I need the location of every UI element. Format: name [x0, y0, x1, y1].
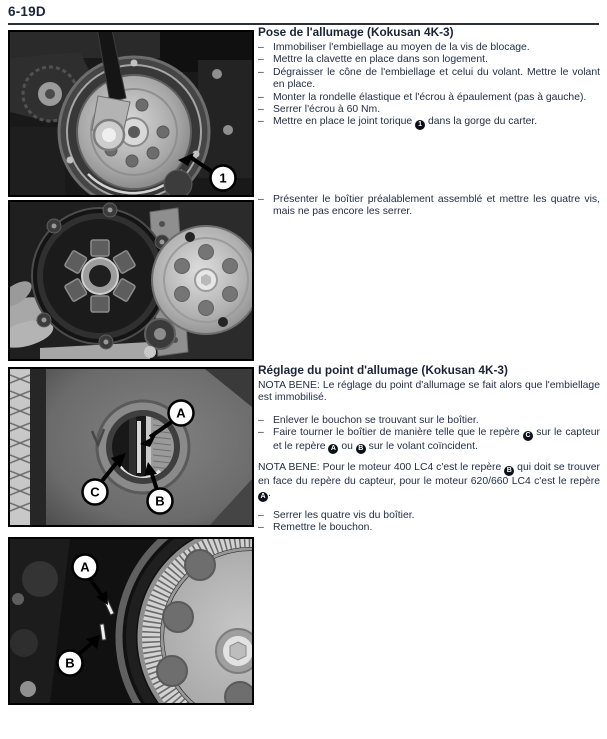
- section-boitier: [258, 194, 600, 219]
- instruction-text: Dégraisser le cône de l'embiellage et celui du volant. Mettre le volant en place.: [273, 66, 600, 91]
- instruction-text: Enlever le bouchon se trouvant sur le boîtier.: [273, 414, 479, 426]
- flywheel-marks-illustration: [10, 539, 252, 703]
- callout-label-c: C: [90, 484, 100, 500]
- instruction-item: – Immobiliser l'embiellage au moyen de la vis de blocage.: [258, 42, 600, 54]
- instruction-item: – Présenter le boîtier préalablement assemblé et mettre les quatre vis, mais ne pas encore les serrer.: [258, 194, 600, 218]
- instruction-list: [258, 415, 600, 454]
- section-reglage-allumage: [258, 364, 600, 534]
- instruction-item: – Mettre en place le joint torique 1 dans la gorge du carter.: [258, 116, 600, 130]
- instruction-item: – Serrer l'écrou à 60 Nm.: [258, 104, 600, 116]
- instruction-item: – Faire tourner le boîtier de manière telle que le repère C sur le capteur et le repère A ou B sur le volant coïncident.: [258, 427, 600, 453]
- callout-label-a: A: [80, 559, 90, 575]
- inline-marker: 1: [415, 120, 425, 130]
- instruction-text: Mettre la clavette en place dans son logement.: [273, 54, 488, 66]
- nota-bene: NOTA BENE: Pour le moteur 400 LC4 c'est le repère B qui doit se trouver en face du repère du capteur, pour le moteur 620/660 LC4 c'est le repère A .: [258, 462, 600, 500]
- instruction-text: Remettre le bouchon.: [273, 522, 373, 534]
- callout-label-b: B: [65, 655, 75, 671]
- inline-marker: A: [328, 444, 338, 454]
- instruction-text: Faire tourner le boîtier de manière telle que le repère C sur le capteur et le repère A ou B sur le volant coïncident.: [273, 427, 600, 453]
- instruction-item: – Dégraisser le cône de l'embiellage et celui du volant. Mettre le volant en place.: [258, 66, 600, 91]
- callout-label-a: A: [176, 405, 186, 421]
- inline-marker: C: [523, 431, 533, 441]
- instruction-item: – Mettre la clavette en place dans son logement.: [258, 54, 600, 66]
- instruction-item: – Serrer les quatre vis du boîtier.: [258, 510, 600, 522]
- instruction-text: Monter la rondelle élastique et l'écrou à épaulement (pas à gauche).: [273, 91, 587, 103]
- flywheel-torque-illustration: [10, 32, 252, 195]
- instruction-text: Immobiliser l'embiellage au moyen de la vis de blocage.: [273, 42, 530, 53]
- photo-ignition-cover: [8, 200, 254, 361]
- callout-label-1: 1: [219, 170, 227, 186]
- photo-timing-hole: [8, 367, 254, 527]
- section-heading: Pose de l'allumage (Kokusan 4K-3): [258, 25, 454, 39]
- section-pose-allumage: [258, 26, 600, 130]
- instruction-text: Mettre en place le joint torique 1 dans la gorge du carter.: [273, 116, 538, 128]
- photo-flywheel-marks: [8, 537, 254, 705]
- nota-bene: NOTA BENE: Le réglage du point d'allumage se fait alors que l'embiellage est immobilisé.: [258, 380, 600, 404]
- instruction-list: [258, 194, 600, 219]
- inline-marker: B: [356, 444, 366, 454]
- instruction-text: Serrer les quatre vis du boîtier.: [273, 509, 415, 521]
- photo-flywheel-torque: [8, 30, 254, 197]
- instruction-item: – Remettre le bouchon.: [258, 522, 600, 534]
- inline-marker: B: [504, 466, 514, 476]
- timing-hole-illustration: [10, 369, 252, 525]
- section-heading: Réglage du point d'allumage (Kokusan 4K-3): [258, 363, 508, 377]
- instruction-item: – Enlever le bouchon se trouvant sur le boîtier.: [258, 415, 600, 427]
- page-number: 6-19D: [8, 4, 46, 19]
- instruction-item: – Monter la rondelle élastique et l'écrou à épaulement (pas à gauche).: [258, 92, 600, 104]
- ignition-cover-illustration: [10, 202, 252, 359]
- callout-label-b: B: [155, 493, 165, 509]
- instruction-list: [258, 510, 600, 535]
- instruction-text: Serrer l'écrou à 60 Nm.: [273, 104, 381, 116]
- inline-marker: A: [258, 492, 268, 502]
- instruction-list: [258, 42, 600, 130]
- instruction-text: Présenter le boîtier préalablement assemblé et mettre les quatre vis, mais ne pas encore les serrer.: [273, 194, 600, 218]
